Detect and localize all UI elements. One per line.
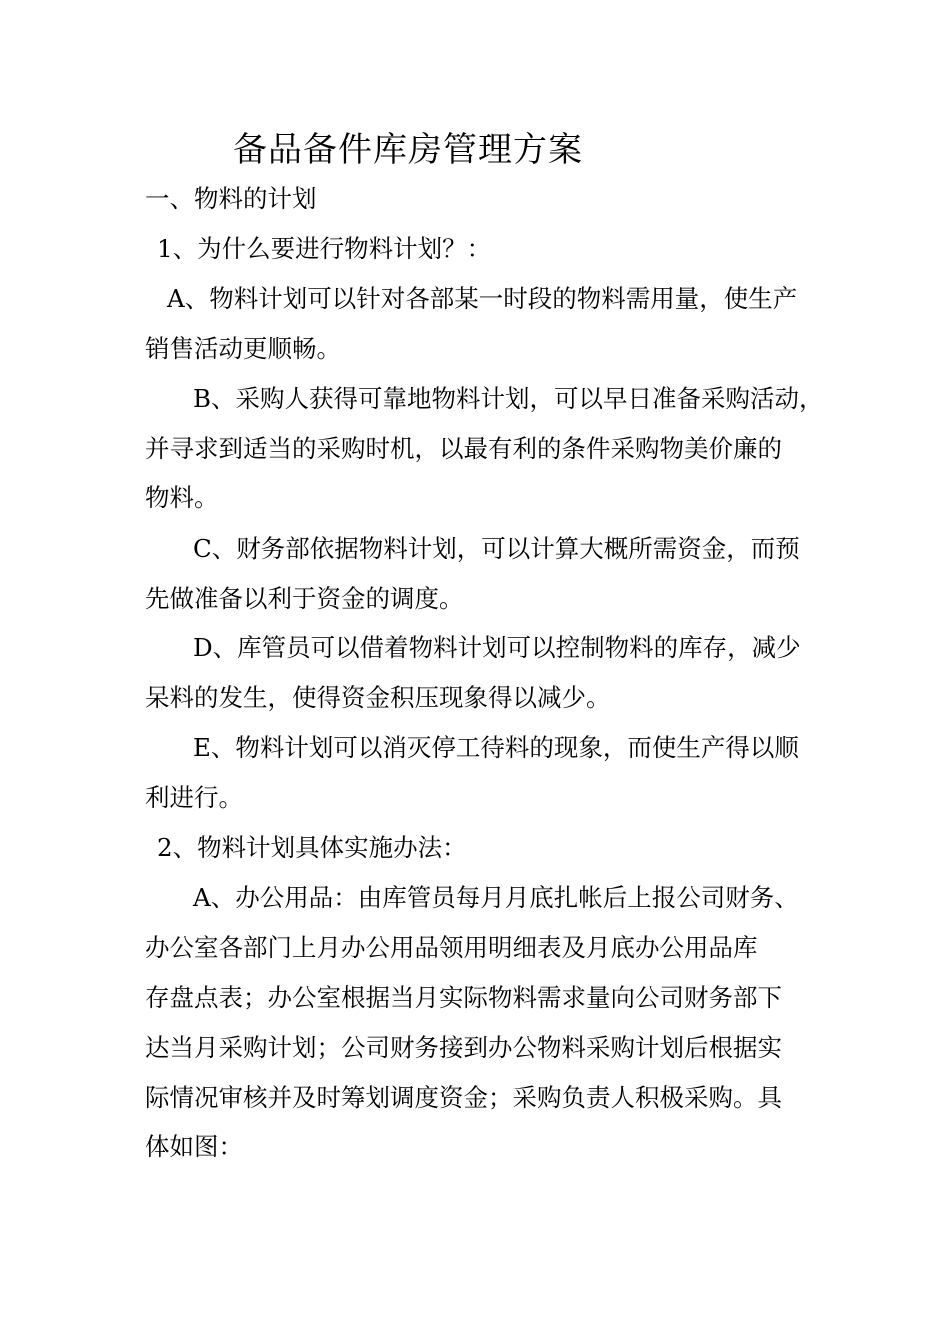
item-b-line3: 物料。 [145, 483, 219, 512]
office-supplies-line6: 体如图： [145, 1132, 243, 1161]
office-supplies-line3: 存盘点表；办公室根据当月实际物料需求量向公司财务部下 [145, 983, 782, 1012]
question1-heading: 1、为什么要进行物料计划？： [157, 234, 492, 263]
item-a-line2: 销售活动更顺畅。 [145, 334, 341, 363]
question2-heading: 2、物料计划具体实施办法： [157, 833, 467, 862]
office-supplies-line1: A、办公用品：由库管员每月月底扎帐后上报公司财务、 [193, 883, 799, 912]
item-a-line1: A、物料计划可以针对各部某一时段的物料需用量，使生产 [167, 284, 798, 313]
item-d-line1: D、库管员可以借着物料计划可以控制物料的库存，减少 [193, 633, 801, 662]
office-supplies-line5: 际情况审核并及时筹划调度资金；采购负责人积极采购。具 [145, 1083, 782, 1112]
item-b-line2: 并寻求到适当的采购时机，以最有利的条件采购物美价廉的 [145, 434, 782, 463]
section1-heading: 一、物料的计划 [145, 184, 317, 213]
item-b-line1: B、采购人获得可靠地物料计划，可以早日准备采购活动， [193, 384, 824, 413]
item-d-line2: 呆料的发生，使得资金积压现象得以减少。 [145, 683, 611, 712]
item-c-line1: C、财务部依据物料计划，可以计算大概所需资金，而预 [193, 534, 800, 563]
office-supplies-line4: 达当月采购计划；公司财务接到办公物料采购计划后根据实 [145, 1033, 782, 1062]
office-supplies-line2: 办公室各部门上月办公用品领用明细表及月底办公用品库 [145, 933, 758, 962]
item-e-line2: 利进行。 [145, 783, 243, 812]
document-title: 备品备件库房管理方案 [233, 130, 583, 170]
item-c-line2: 先做准备以利于资金的调度。 [145, 584, 464, 613]
item-e-line1: E、物料计划可以消灭停工待料的现象，而使生产得以顺 [193, 733, 799, 762]
